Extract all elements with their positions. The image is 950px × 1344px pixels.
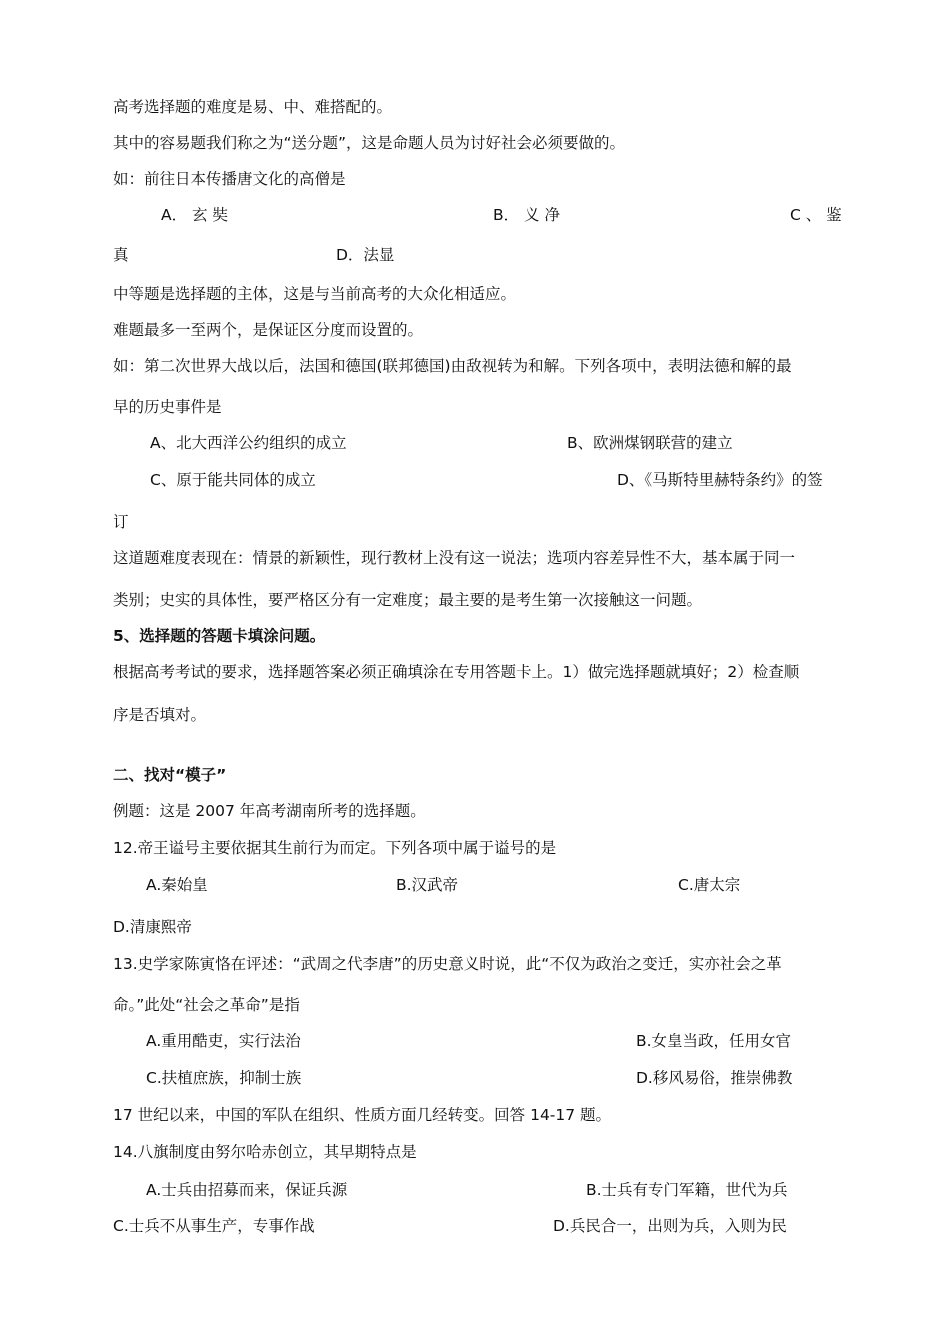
option-a: A.士兵由招募而来，保证兵源 bbox=[146, 1181, 348, 1199]
option-d-continued: 订 bbox=[113, 513, 129, 531]
paragraph-line: 例题：这是 2007 年高考湖南所考的选择题。 bbox=[113, 802, 426, 820]
section-heading: 5、选择题的答题卡填涂问题。 bbox=[113, 627, 326, 645]
option-row bbox=[0, 1180, 950, 1200]
paragraph-line: 类别；史实的具体性，要严格区分有一定难度；最主要的是考生第一次接触这一问题。 bbox=[113, 591, 703, 609]
option-d: D.兵民合一，出则为兵，入则为民 bbox=[553, 1217, 787, 1235]
option-c: C.士兵不从事生产，专事作战 bbox=[113, 1217, 315, 1235]
option-d: D．法显 bbox=[336, 246, 395, 264]
option-b: B、欧洲煤钢联营的建立 bbox=[567, 434, 733, 452]
option-row bbox=[0, 433, 950, 453]
option-c: C、原于能共同体的成立 bbox=[150, 471, 316, 489]
option-d: D、《马斯特里赫特条约》的签 bbox=[617, 471, 823, 489]
option-b: B． 义 净 bbox=[493, 206, 560, 224]
paragraph-line: 17 世纪以来，中国的军队在组织、性质方面几经转变。回答 14-17 题。 bbox=[113, 1106, 612, 1124]
paragraph-line: 其中的容易题我们称之为“送分题”，这是命题人员为讨好社会必须要做的。 bbox=[113, 134, 626, 152]
paragraph-line: 难题最多一至两个，是保证区分度而设置的。 bbox=[113, 321, 424, 339]
option-row bbox=[0, 1068, 950, 1088]
option-c-continued: 真 bbox=[113, 246, 129, 264]
option-a: A． 玄 奘 bbox=[161, 206, 228, 224]
question-stem: 13.史学家陈寅恪在评述：“武周之代李唐”的历史意义时说，此“不仅为政治之变迁，实亦社会之革 bbox=[113, 955, 782, 973]
paragraph-line: 根据高考考试的要求，选择题答案必须正确填涂在专用答题卡上。1）做完选择题就填好；2）检查顺 bbox=[113, 663, 800, 681]
option-b: B.汉武帝 bbox=[396, 876, 459, 894]
option-b: B.士兵有专门军籍，世代为兵 bbox=[586, 1181, 788, 1199]
option-a: A、北大西洋公约组织的成立 bbox=[150, 434, 347, 452]
option-c: C.唐太宗 bbox=[678, 876, 741, 894]
paragraph-line: 这道题难度表现在：情景的新颖性，现行教材上没有这一说法；选项内容差异性不大，基本属于同一 bbox=[113, 549, 796, 567]
option-d: D.移风易俗，推崇佛教 bbox=[636, 1069, 793, 1087]
question-stem: 如：第二次世界大战以后，法国和德国(联邦德国)由敌视转为和解。下列各项中，表明法德和解的最 bbox=[113, 357, 792, 375]
option-row bbox=[0, 245, 950, 265]
option-row bbox=[0, 205, 950, 225]
option-c: C.扶植庶族，抑制士族 bbox=[146, 1069, 302, 1087]
question-stem: 14.八旗制度由努尔哈赤创立，其早期特点是 bbox=[113, 1143, 417, 1161]
option-a: A.秦始皇 bbox=[146, 876, 208, 894]
paragraph-line: 高考选择题的难度是易、中、难搭配的。 bbox=[113, 98, 393, 116]
option-c: C 、 鉴 bbox=[790, 206, 842, 224]
paragraph-line: 中等题是选择题的主体，这是与当前高考的大众化相适应。 bbox=[113, 285, 517, 303]
question-stem: 命。”此处“社会之革命”是指 bbox=[113, 996, 300, 1014]
question-stem: 早的历史事件是 bbox=[113, 398, 222, 416]
question-stem: 如：前往日本传播唐文化的高僧是 bbox=[113, 170, 346, 188]
option-b: B.女皇当政，任用女官 bbox=[636, 1032, 792, 1050]
paragraph-line: 序是否填对。 bbox=[113, 706, 207, 724]
option-row bbox=[0, 470, 950, 490]
option-row bbox=[0, 1031, 950, 1051]
option-row bbox=[0, 875, 950, 895]
option-a: A.重用酷吏，实行法治 bbox=[146, 1032, 301, 1050]
option-d: D.清康熙帝 bbox=[113, 918, 192, 936]
option-row bbox=[0, 1216, 950, 1236]
section-heading: 二、找对“模子” bbox=[113, 766, 227, 784]
question-stem: 12.帝王谥号主要依据其生前行为而定。下列各项中属于谥号的是 bbox=[113, 839, 557, 857]
